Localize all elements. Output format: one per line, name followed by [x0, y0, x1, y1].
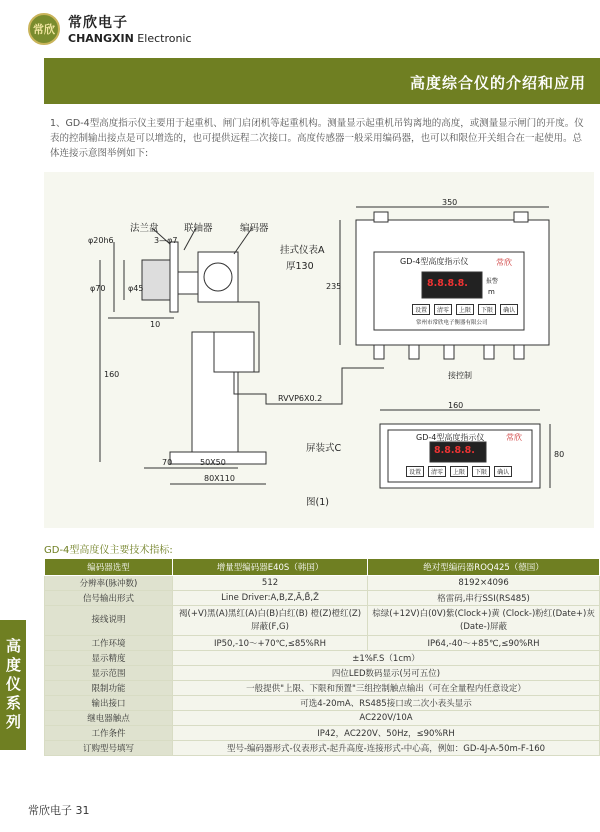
dim-70: 70 [162, 458, 173, 467]
section-banner [44, 58, 600, 104]
wall-meter-button: 清零 [434, 304, 452, 315]
spec-value: 可选4-20mA、RS485接口或二次小表头显示 [173, 696, 600, 711]
table-row [45, 741, 600, 756]
label-wall-meter: 挂式仪表A [280, 245, 325, 256]
spec-key: 信号输出形式 [45, 591, 173, 606]
table-row [45, 681, 600, 696]
label-terminal: 接控制 [448, 371, 472, 380]
wall-meter-unit-2: m [488, 288, 495, 296]
figure-caption: 图(1) [306, 497, 329, 508]
label-encoder: 编码器 [240, 223, 269, 234]
spec-value: 一般提供"上限、下限和预置"三组控制触点输出（可在全量程内任意设定） [173, 681, 600, 696]
wall-meter-badge: 常欣 [496, 258, 512, 267]
spec-key: 显示精度 [45, 651, 173, 666]
spec-value: IP50,-10～+70℃,≤85%RH [173, 636, 368, 651]
wall-meter-unit-1: 报警 [486, 278, 499, 285]
spec-value: 512 [173, 576, 368, 591]
dim-235: 235 [326, 282, 342, 291]
panel-meter-buttons [406, 466, 512, 477]
spec-key: 订购型号填写 [45, 741, 173, 756]
dim-phi45: φ45 [128, 284, 144, 293]
dim-80x110: 80X110 [204, 474, 235, 483]
label-panel-meter: 屏装式C [306, 443, 342, 454]
table-row [45, 576, 600, 591]
label-coupling: 联轴器 [184, 223, 213, 234]
spec-value: 格雷码,串行SSI(RS485) [368, 591, 600, 606]
spec-value: ±1%F.S（1cm） [173, 651, 600, 666]
panel-meter-button: 下限 [472, 466, 490, 477]
company-logo [28, 12, 192, 45]
wall-meter-button: 下限 [478, 304, 496, 315]
spec-value: AC220V/10A [173, 711, 600, 726]
dim-10: 10 [150, 320, 161, 329]
spec-value: 四位LED数码显示(另可五位) [173, 666, 600, 681]
spec-value: 棕绿(+12V)白(0V)紫(Clock+)黄 (Clock-)粉红(Date+)灰(Date-)屏蔽 [368, 606, 600, 636]
dim-50x50: 50X50 [200, 458, 226, 467]
spec-value: 型号-编码器形式-仪表形式-起升高度-连接形式-中心高，例如：GD-4J-A-50m-F-160 [173, 741, 600, 756]
table-row [45, 711, 600, 726]
page-footer: 常欣电子 31 [28, 804, 90, 817]
spec-value: 褐(+V)黑(A)黑红(A)白(B)白红(B) 橙(Z)橙红(Z)屏蔽(F,G) [173, 606, 368, 636]
spec-value: 8192×4096 [368, 576, 600, 591]
table-header-row [45, 559, 600, 576]
table-row [45, 591, 600, 606]
table-row [45, 636, 600, 651]
panel-meter-name: GD-4型高度指示仪 [416, 433, 485, 442]
dim-80: 80 [554, 450, 565, 459]
logo-badge: 常欣 [28, 13, 60, 45]
spec-value: IP42，AC220V、50Hz，≤90%RH [173, 726, 600, 741]
spec-table [44, 558, 600, 756]
table-row [45, 666, 600, 681]
spec-key: 输出接口 [45, 696, 173, 711]
spec-key: 限制功能 [45, 681, 173, 696]
label-cable: RVVP6X0.2 [278, 394, 323, 403]
label-flange: 法兰盘 [130, 223, 159, 234]
panel-meter-badge: 常欣 [506, 433, 522, 442]
connection-diagram [44, 172, 594, 528]
panel-meter-button: 清零 [428, 466, 446, 477]
wall-meter-maker: 常州市常欣电子衡器有限公司 [416, 320, 488, 326]
panel-meter-button: 确认 [494, 466, 512, 477]
wall-meter-digits: 8.8.8.8. [427, 278, 468, 289]
spec-key: 继电器触点 [45, 711, 173, 726]
spec-key: 显示范围 [45, 666, 173, 681]
wall-meter-button: 上限 [456, 304, 474, 315]
table-header-cell: 编码器选型 [45, 559, 173, 576]
table-row [45, 606, 600, 636]
dim-160-top: 160 [448, 401, 464, 410]
panel-meter-button: 上限 [450, 466, 468, 477]
spec-key: 工作环境 [45, 636, 173, 651]
dim-350: 350 [442, 198, 458, 207]
wall-meter-name: GD-4型高度指示仪 [400, 257, 469, 266]
panel-meter-button: 设置 [406, 466, 424, 477]
company-name-en: CHANGXIN Electronic [68, 32, 192, 45]
label-thickness: 厚130 [286, 261, 314, 272]
table-row [45, 696, 600, 711]
section-title: 高度综合仪的介绍和应用 [409, 74, 586, 92]
company-name-cn: 常欣电子 [68, 15, 128, 31]
spec-value: IP64,-40～+85℃,≤90%RH [368, 636, 600, 651]
spec-key: 分辨率(脉冲数) [45, 576, 173, 591]
intro-paragraph: 1、GD-4型高度指示仪主要用于起重机、闸门启闭机等起重机构。测量显示起重机吊钩离地的高度，或测量显示闸门的开度。仪表的控制输出接点是可以增选的，也可提供远程二次接口。高度传感器一般采用编码器，也可以和限位开关组合在一起使用。总体连接示意图举例如下: [50, 118, 584, 159]
dim-phi20h6: φ20h6 [88, 236, 114, 245]
dim-160-side: 160 [104, 370, 120, 379]
table-header-cell: 增量型编码器E40S（韩国） [173, 559, 368, 576]
table-row [45, 651, 600, 666]
panel-meter-digits: 8.8.8.8. [434, 445, 475, 456]
spec-value: Line Driver:A,B,Z,Ā,B̄,Z̄ [173, 591, 368, 606]
table-header-cell: 绝对型编码器ROQ425（德国） [368, 559, 600, 576]
dim-phi70: φ70 [90, 284, 106, 293]
spec-key: 接线说明 [45, 606, 173, 636]
spec-title: GD-4型高度仪主要技术指标: [44, 545, 173, 556]
dim-3phi7: 3—φ7 [154, 236, 178, 245]
series-side-tab: 高度仪系列 [0, 620, 26, 750]
wall-meter-button: 确认 [500, 304, 518, 315]
wall-meter-button: 设置 [412, 304, 430, 315]
wall-meter-buttons [412, 304, 518, 315]
table-row [45, 726, 600, 741]
spec-key: 工作条件 [45, 726, 173, 741]
